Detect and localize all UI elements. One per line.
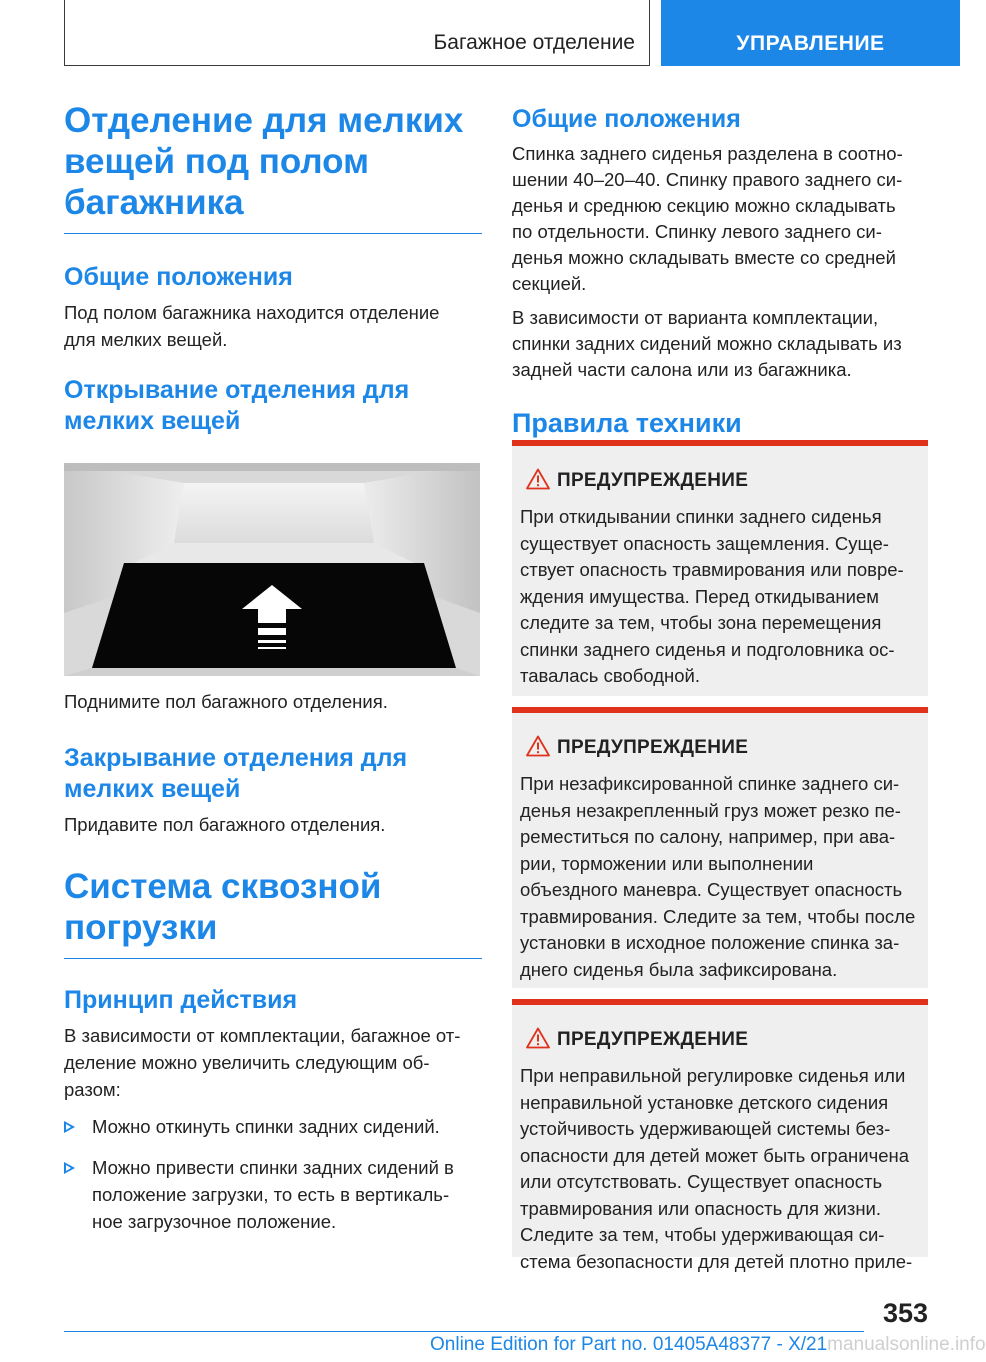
title1-line: багажника (64, 183, 244, 222)
header-section-tab (64, 0, 650, 66)
right-general-text (512, 141, 928, 297)
text-line: денья и среднюю секцию можно складывать (512, 195, 896, 216)
warning-triangle-icon (526, 1027, 550, 1049)
text-line: При откидывании спинки заднего сиденья (520, 506, 882, 527)
text-line: стема безопасности для детей плотно приле- (520, 1250, 913, 1272)
opening-heading (64, 375, 482, 437)
text-line: деление можно увеличить следующим об- (64, 1052, 430, 1073)
right-column (512, 104, 928, 473)
text-line: При незафиксированной спинке заднего си- (520, 773, 900, 794)
text-line: или отсутствовать. Существует опасность (520, 1171, 883, 1192)
warning-triangle-icon (526, 735, 550, 757)
text-line: ждения имущества. Перед откидыванием (520, 585, 879, 607)
title2-line: Система сквозной (64, 867, 382, 906)
closing-heading (64, 743, 482, 805)
right-variant-text (512, 305, 928, 383)
warning-triangle-icon (526, 468, 550, 490)
text-line: объездного маневра. Существует опасность (520, 879, 903, 900)
text-line: ствует опасность травмирования или повре- (520, 559, 904, 580)
text-line: Спинка заднего сиденья разделена в соотно- (512, 143, 903, 164)
title1-line: вещей под полом (64, 142, 369, 181)
warning-box (512, 707, 928, 988)
text-line: травмирования. Следите за тем, чтобы после (520, 905, 916, 927)
text-line: Под полом багажника находится отделение (64, 302, 440, 323)
text-line: рии, торможении или выполнении (520, 852, 814, 874)
title-rule (64, 233, 482, 234)
text-line: устойчивость удерживающей системы без- (520, 1118, 891, 1139)
text-line: В зависимости от варианта комплектации, (512, 307, 879, 328)
title-rule (64, 958, 482, 959)
bullet-triangle-icon (64, 1162, 75, 1174)
general-heading: Общие положения (64, 263, 293, 291)
warning-title: ПРЕДУПРЕЖДЕНИЕ (557, 470, 749, 491)
right-general-heading: Общие положения (512, 105, 741, 133)
text-line: реместиться по салону, например, при ава- (520, 826, 896, 847)
footer-edition-text: Online Edition for Part no. 01405A48377 - X/21 (430, 1334, 828, 1355)
warning-box (512, 440, 928, 696)
heading-line: мелких вещей (64, 775, 241, 803)
footer-rule (64, 1331, 864, 1332)
principle-heading: Принцип действия (64, 986, 298, 1014)
footer-watermark: manualsonline.info (827, 1334, 986, 1355)
text-line: В зависимости от комплектации, багажное от- (64, 1025, 461, 1046)
text-line: днего сиденья была зафиксирована. (520, 958, 838, 980)
warning-text (520, 504, 924, 690)
text-line: шении 40–20–40. Спинку правого заднего си- (512, 169, 903, 190)
text-line: травмирования или опасность для жизни. (520, 1197, 882, 1219)
text-line: спинки задних сидений можно складывать из (512, 333, 902, 354)
title-small-items-compartment (64, 100, 482, 223)
text-line: денья незакрепленный груз может резко пе- (520, 799, 901, 821)
photo-caption: Поднимите пол багажного отделения. (64, 691, 388, 712)
page-number: 353 (882, 1298, 928, 1328)
heading-line: Открывание отделения для (64, 376, 410, 404)
header-chapter-tab (661, 0, 960, 66)
warning-text (520, 1063, 924, 1275)
header-chapter-label: УПРАВЛЕНИЕ (736, 32, 885, 55)
text-line: существует опасность защемления. Суще- (520, 532, 889, 554)
title2-line: погрузки (64, 908, 218, 947)
closing-text: Придавите пол багажного отделения. (64, 814, 386, 835)
text-line: При неправильной регулировке сиденья или (520, 1065, 906, 1086)
general-text (64, 299, 482, 353)
text-line: Можно откинуть спинки задних сидений. (92, 1116, 440, 1137)
text-line: следите за тем, чтобы зона перемещения (520, 612, 882, 633)
safety-heading: Правила техники (512, 408, 742, 438)
heading-line: мелких вещей (64, 407, 241, 435)
text-line: для мелких вещей. (64, 329, 228, 350)
text-line: денья можно складывать вместе со средней (512, 247, 896, 268)
trunk-floor-illustration (64, 463, 480, 676)
left-column (64, 100, 482, 1235)
heading-line: Закрывание отделения для (64, 744, 408, 772)
text-line: по отдельности. Спинку левого заднего си- (512, 221, 882, 242)
text-line: разом: (64, 1079, 121, 1100)
text-line: положение загрузки, то есть в вертикаль- (92, 1184, 450, 1205)
text-line: ное загрузочное положение. (92, 1211, 337, 1232)
header-section-label: Багажное отделение (433, 31, 635, 54)
text-line: Можно привести спинки задних сидений в (92, 1157, 454, 1178)
warning-text (520, 771, 924, 983)
warning-title: ПРЕДУПРЕЖДЕНИЕ (557, 1029, 749, 1050)
title1-line: Отделение для мелких (64, 101, 464, 140)
footer-edition (430, 1334, 986, 1356)
title-through-loading (64, 866, 482, 948)
list-item (64, 1154, 482, 1235)
bullet-triangle-icon (64, 1121, 75, 1133)
text-line: установки в исходное положение спинка за- (520, 932, 900, 953)
text-line: спинки заднего сиденья и подголовника ос- (520, 638, 895, 660)
text-line: задней части салона или из багажника. (512, 359, 852, 380)
principle-text (64, 1022, 482, 1103)
text-line: секцией. (512, 273, 587, 294)
warning-box (512, 999, 928, 1272)
trunk-floor-photo (64, 463, 480, 676)
text-line: тавалась свободной. (520, 665, 700, 686)
warning-title: ПРЕДУПРЕЖДЕНИЕ (557, 737, 749, 758)
text-line: неправильной установке детского сидения (520, 1091, 889, 1113)
text-line: опасности для детей может быть ограничена (520, 1144, 909, 1166)
text-line: Следите за тем, чтобы удерживающая си- (520, 1224, 885, 1245)
list-item (64, 1113, 482, 1140)
